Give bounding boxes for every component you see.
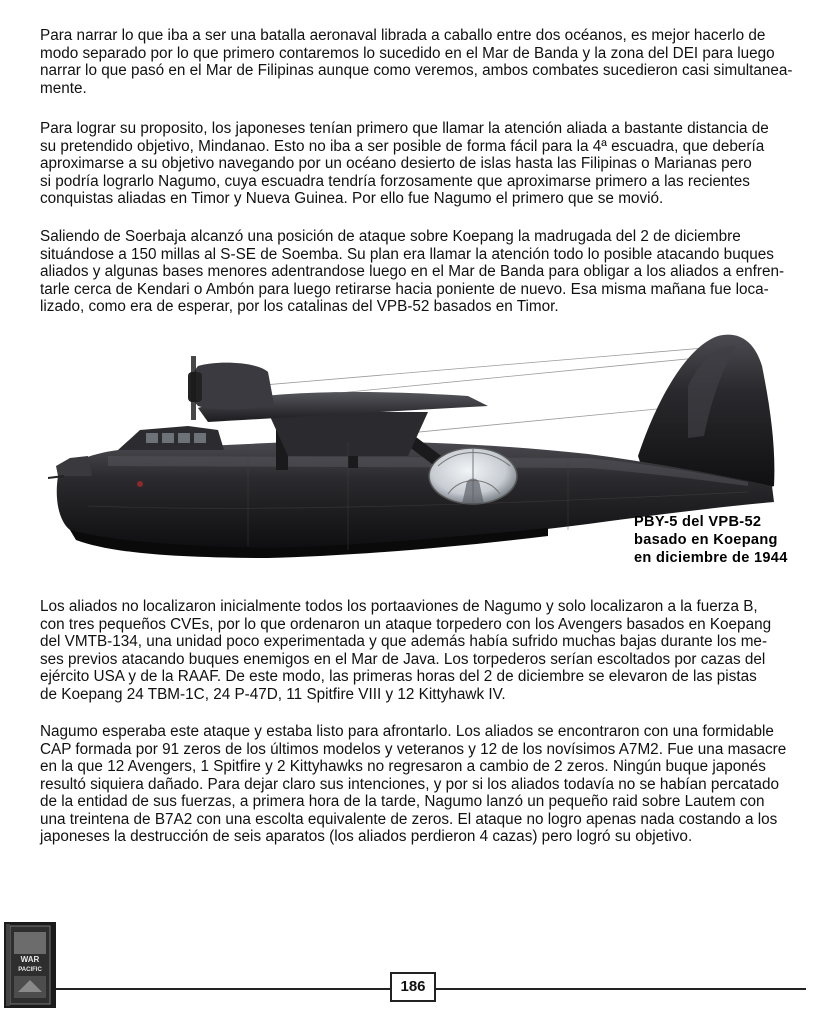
footer-rule-right [436,988,806,990]
text-line: Saliendo de Soerbaja alcanzó una posición de ataque sobre Koepang la madrugada del 2 de diciembre [40,228,741,245]
footer-rule-left [56,988,390,990]
text-line: Nagumo esperaba este ataque y estaba listo para afrontarlo. Los aliados se encontraron con una formidable [40,723,774,740]
cover-title-line: PACIFIC [18,967,42,973]
text-line: del VMTB-134, una unidad poco experimentada y que además había sufrido muchas bajas durante los me- [40,633,768,650]
text-line: una treintena de B7A2 con una escolta equivalente de zeros. El ataque no logro apenas nada costando a los [40,810,778,828]
text-line: lizado, como era de esperar, por los catalinas del VPB-52 basados en Timor. [40,298,559,315]
figure-caption [634,513,788,567]
text-line: tarle cerca de Kendari o Ambón para luego retirarse hacia poniente de nuevo. Esa misma mañana fue loca- [40,280,769,298]
game-box-cover [4,922,56,1008]
text-line: resultó siquiera dañado. Para dejar claro sus intenciones, y por si los aliados todavía no se habían percatado [40,775,779,793]
text-line: aproximarse a su objetivo navegando por un océano desierto de islas hasta las Filipinas o Marianas pero [40,155,752,172]
text-line: con tres pequeños CVEs, por lo que ordenaron un ataque torpedero con los Avengers basados en Koepang [40,615,772,633]
text-line: su pretendido objetivo, Mindanao. Esto no iba a ser posible de forma fácil para la 4ª escuadra, que debería [40,137,765,155]
paragraph-3 [40,228,808,316]
text-line: ejército USA y de la RAAF. De este modo, las primeras horas del 2 de diciembre se elevaron de las pistas [40,668,757,685]
page-number: 186 [390,972,436,1002]
text-line: si podría lograrlo Nagumo, cuya escuadra tendría forzosamente que aproximarse primero a las recientes [40,172,750,190]
text-line: japoneses la destrucción de seis aparatos (los aliados perdieron 4 cazas) pero logró su objetivo. [40,828,693,845]
text-line: de la entidad de sus fuerzas, a primera hora de la tarde, Nagumo lanzó un pequeño raid sobre Lautem con [40,793,765,810]
text-line: mente. [40,79,87,97]
caption-line: en diciembre de 1944 [634,550,788,566]
propeller-blade [191,356,196,420]
text-line: modo separado por lo que primero contaremos lo sucedido en el Mar de Banda y la zona del DEI para luego [40,44,775,62]
text-line: narrar lo que pasó en el Mar de Filipinas aunque como veremos, ambos combates sucedieron casi simultanea- [40,62,793,79]
cover-title-line: WAR [20,955,40,964]
text-line: de Koepang 24 TBM-1C, 24 P-47D, 11 Spitfire VIII y 12 Kittyhawk IV. [40,685,506,703]
paragraph-1 [40,27,808,97]
insignia-mark [137,481,143,487]
engine-nacelle [191,363,275,410]
caption-line: basado en Koepang [634,532,778,548]
text-line: aliados y algunas bases menores adentrandose luego en el Mar de Banda para obligar a los aliados a enfren- [40,263,785,280]
nose-turret [56,456,92,476]
text-line: ses previos atacando buques enemigos en el Mar de Java. Los torpederos serían escoltados por cazas del [40,650,766,668]
text-line: Para lograr su proposito, los japoneses tenían primero que llamar la atención aliada a bastante distancia de [40,120,769,137]
paragraph-5 [40,723,808,846]
text-line: CAP formada por 91 zeros de los últimos modelos y veteranos y 12 de los novísimos A7M2. Fue una masacre [40,740,787,758]
text-line: Para narrar lo que iba a ser una batalla aeronaval librada a caballo entre dos océanos, es mejor hacerlo de [40,27,766,44]
text-line: Los aliados no localizaron inicialmente todos los portaaviones de Nagumo y solo localizaron a la fuerza B, [40,598,758,615]
text-line: situándose a 150 millas al S-SE de Soemba. Su plan era llamar la atención todo lo posible atacando buques [40,245,774,263]
text-line: en la que 12 Avengers, 1 Spitfire y 2 Kittyhawks no regresaron a cambio de 2 zeros. Ningún buque japonés [40,758,766,775]
paragraph-2 [40,120,808,208]
paragraph-4 [40,598,808,703]
text-line: conquistas aliadas en Timor y Nueva Guinea. Por ello fue Nagumo el primero que se movió. [40,190,664,207]
caption-line: PBY-5 del VPB-52 [634,514,762,530]
